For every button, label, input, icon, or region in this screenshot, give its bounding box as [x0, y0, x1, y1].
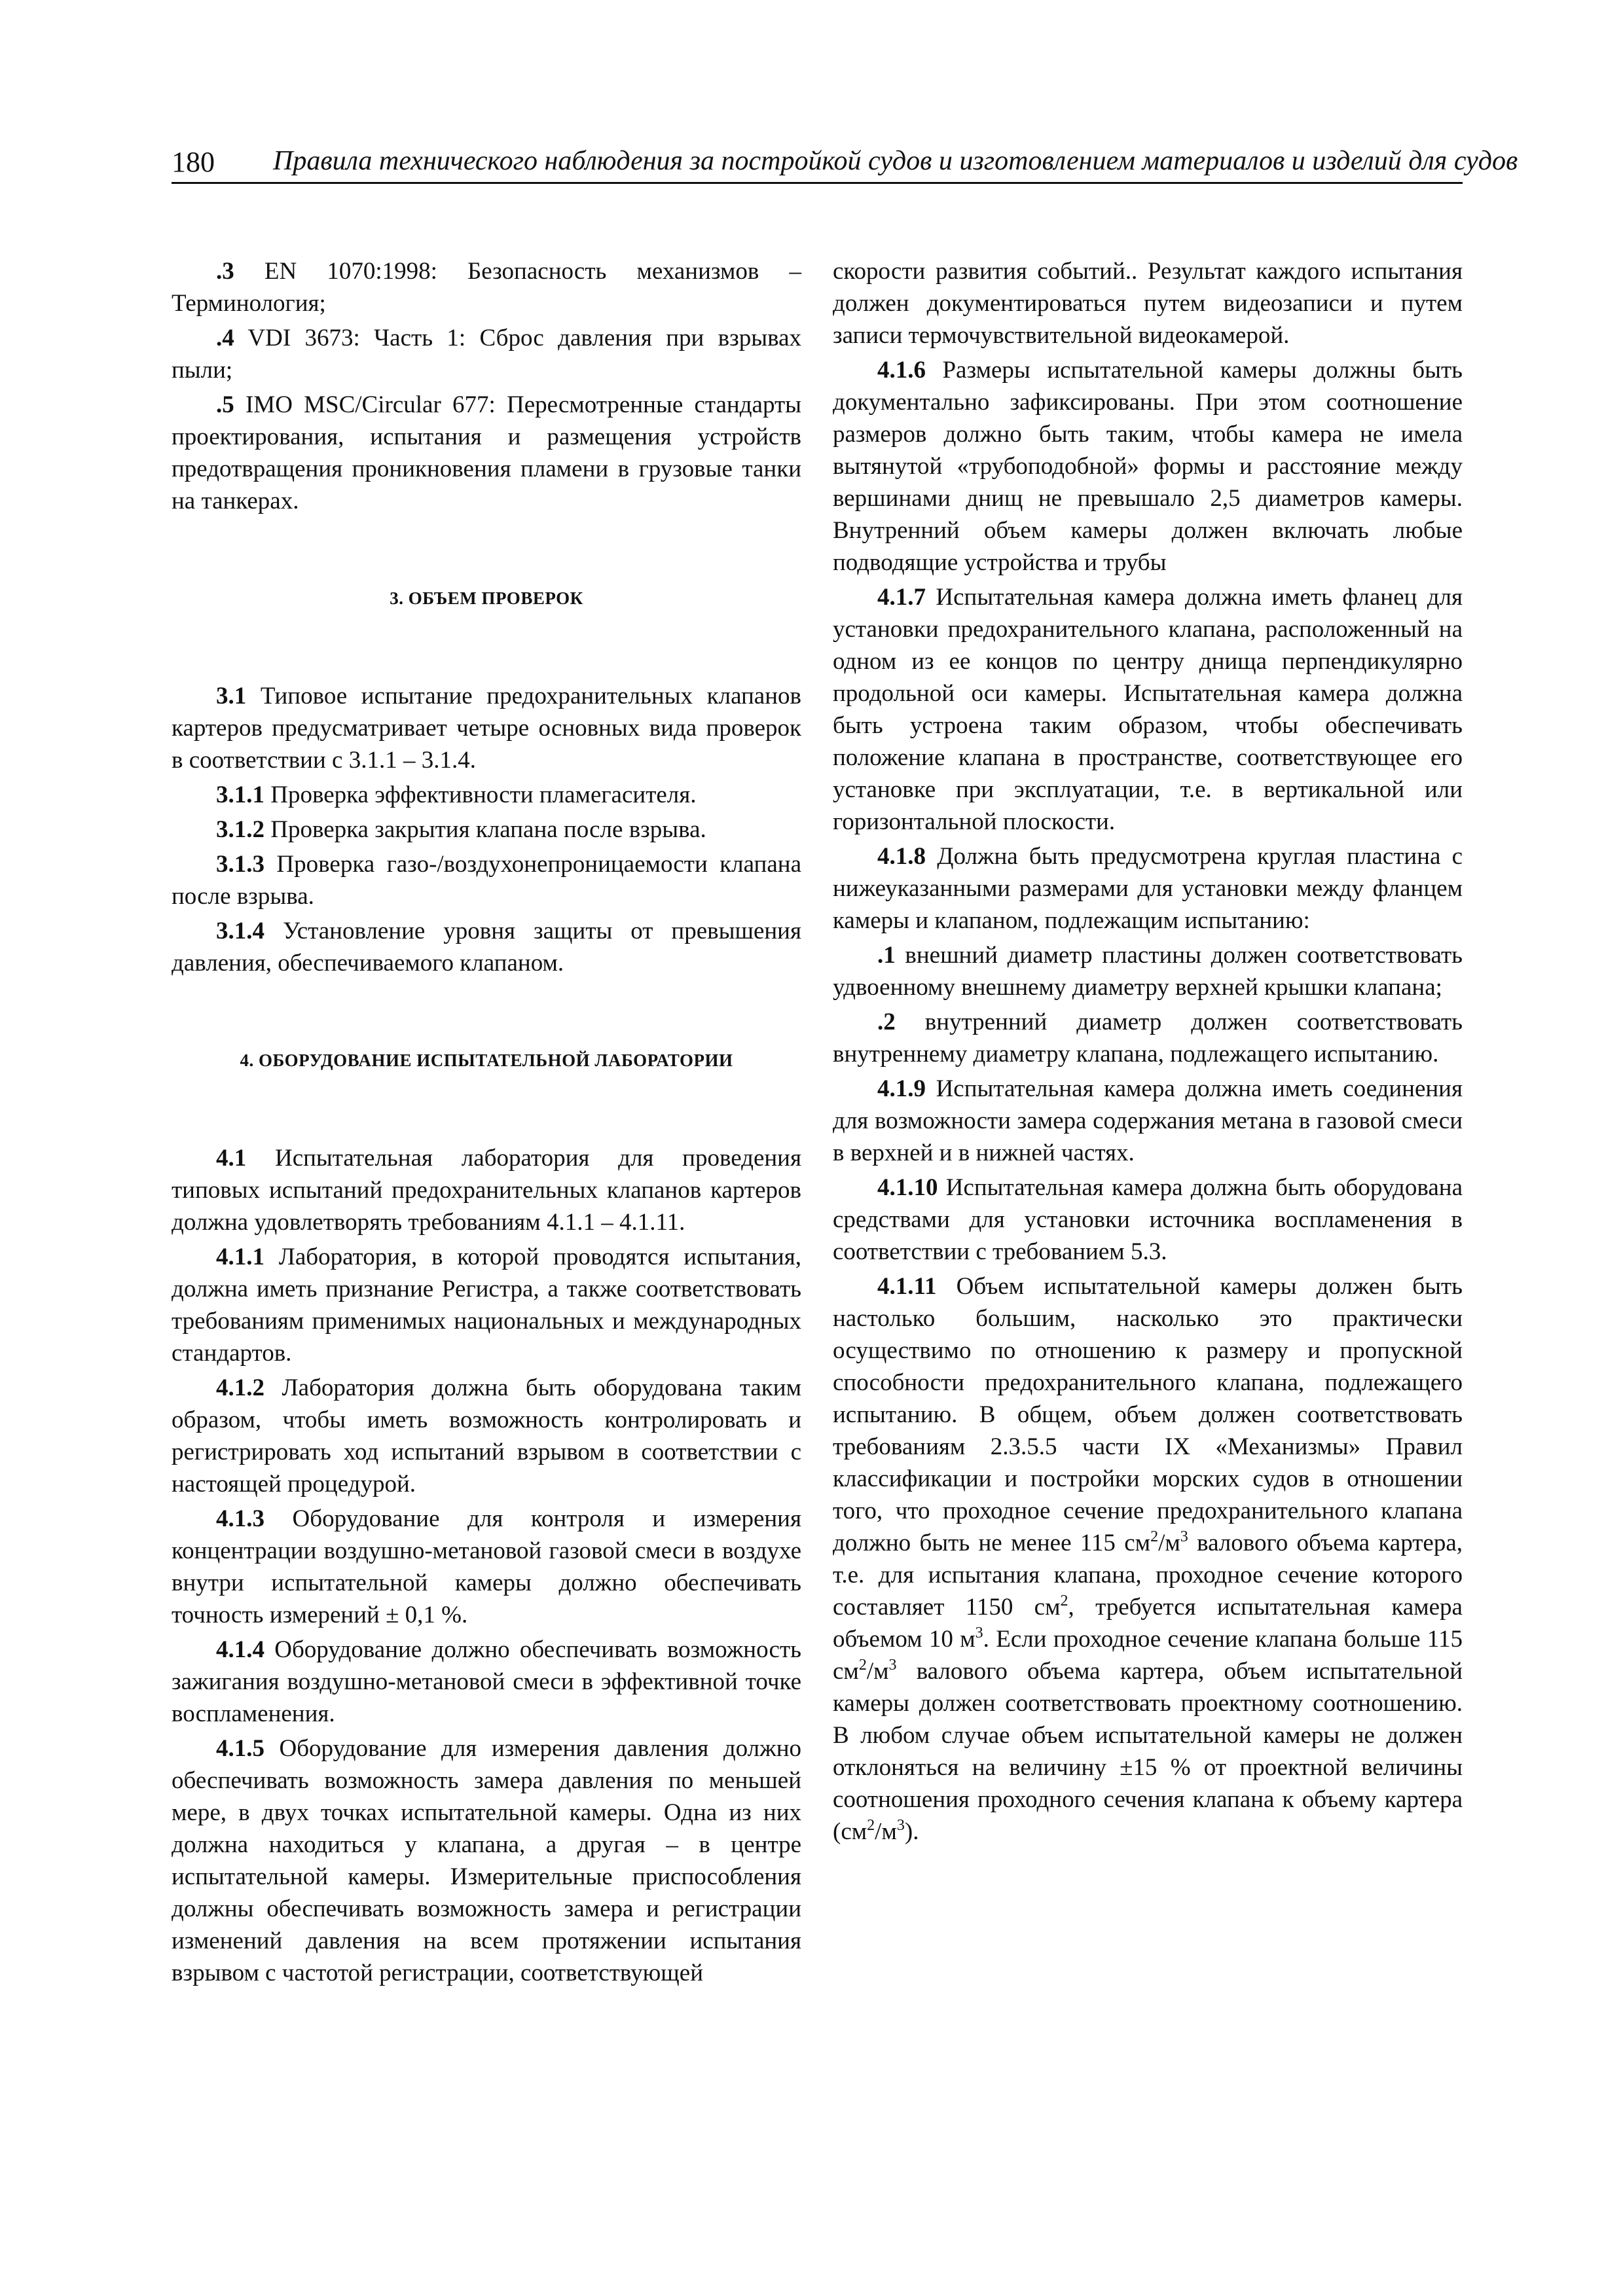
para-4-1-8: 4.1.8 Должна быть предусмотрена круглая пластина с нижеуказанными размерами для установки между фланцем камеры и клапаном, подлежащим испытанию: [833, 843, 1463, 934]
para-4-1-1: 4.1.1 Лаборатория, в которой проводятся испытания, должна иметь признание Регистра, а также соответствовать требованиям применимых национальных и международных стандартов. [172, 1244, 801, 1367]
para-4-1-10: 4.1.10 Испытательная камера должна быть оборудована средствами для установки источника воспламенения в соответствии с требованием 5.3. [833, 1174, 1463, 1265]
section-3-heading: 3. ОБЪЕМ ПРОВЕРОК [390, 588, 583, 608]
para-4-1-4: 4.1.4 Оборудование должно обеспечивать возможность зажигания воздушно-метановой смеси в эффективной точке воспламенения. [172, 1636, 801, 1727]
para-4-1-8-item-1: .1 внешний диаметр пластины должен соответствовать удвоенному внешнему диаметру верхней крышки клапана; [833, 942, 1463, 1001]
page-header [172, 143, 1518, 184]
para-3-1: 3.1 Типовое испытание предохранительных клапанов картеров предусматривает четыре основных вида проверок в соответствии с 3.1.1 – 3.1.4. [172, 683, 801, 774]
para-3-1-1: 3.1.1 Проверка эффективности пламегасителя. [216, 781, 697, 808]
para-4-1-7: 4.1.7 Испытательная камера должна иметь фланец для установки предохранительного клапана, расположенный на одном из ее концов по центру днища перпендикулярно продольной оси камеры. Испытательная камера должна быть устроена таким образом, чтобы обеспечивать положение клапана в пространстве, соответствующее его установке при эксплуатации, т.е. в вертикальной или горизонтальной плоскости. [833, 584, 1463, 835]
para-4-1-6: 4.1.6 Размеры испытательной камеры должны быть документально зафиксированы. При этом соотношение размеров должно быть таким, чтобы камера не имела вытянутой «трубоподобной» формы и расстояние между вершинами днищ не превышало 2,5 диаметров камеры. Внутренний объем камеры должен включать любые подводящие устройства и трубы [833, 357, 1463, 576]
section-4-heading: 4. ОБОРУДОВАНИЕ ИСПЫТАТЕЛЬНОЙ ЛАБОРАТОРИИ [240, 1050, 733, 1070]
para-4-1-11: 4.1.11 Объем испытательной камеры должен быть настолько большим, насколько это практически осуществимо по отношению к размеру и пропускной способности предохранительного клапана, подлежащего испытанию. В общем, объем должен соответствовать требованиям 2.3.5.5 части IX «Механизмы» Правил классификации и постройки морских судов в отношении того, что проходное сечение предохранительного клапана должно быть не менее 115 $см^2/м^3$ валового объема картера, т.е. для испытания клапана, проходное сечение которого составляет 1150 $см^2$, требуется испытательная камера объемом 10 $м^3$. Если проходное сечение клапана больше 115 $см^2/м^3$ валового объема картера, объем испытательной камеры должен соответствовать проектному соотношению. В любом случае объем испытательной камеры не должен отклоняться на величину ±15 % от проектной величины соотношения проходного сечения клапана к объему картера $(см^2/м^3)$. [833, 1273, 1463, 1845]
running-title: Правила технического наблюдения за постройкой судов и изготовлением материалов и изделий для судов [273, 146, 1518, 176]
right-column [833, 255, 1463, 1850]
para-4-1-5-continued: скорости развития событий.. Результат каждого испытания должен документироваться путем видеозаписи и путем записи термочувствительной видеокамерой. [833, 258, 1463, 349]
left-column [172, 255, 801, 1992]
ref-item-4: .4 VDI 3673: Часть 1: Сброс давления при взрывах пыли; [172, 325, 801, 384]
para-4-1-3: 4.1.3 Оборудование для контроля и измерения концентрации воздушно-метановой газовой смеси в воздухе внутри испытательной камеры должно обеспечивать точность измерений ± 0,1 %. [172, 1505, 802, 1628]
para-3-1-4: 3.1.4 Установление уровня защиты от превышения давления, обеспечиваемого клапаном. [172, 918, 802, 977]
para-4-1-2: 4.1.2 Лаборатория должна быть оборудована таким образом, чтобы иметь возможность контролировать и регистрировать ход испытаний взрывом в соответствии с настоящей процедурой. [172, 1374, 802, 1498]
page-number: 180 [172, 146, 215, 178]
ref-item-5: .5 IMO MSC/Circular 677: Пересмотренные стандарты проектирования, испытания и размещения устройств предотвращения проникновения пламени в грузовые танки на танкерах. [172, 391, 802, 514]
para-3-1-3: 3.1.3 Проверка газо-/воздухонепроницаемости клапана после взрыва. [172, 851, 801, 910]
para-3-1-2: 3.1.2 Проверка закрытия клапана после взрыва. [216, 816, 706, 843]
para-4-1-5: 4.1.5 Оборудование для измерения давления должно обеспечивать возможность замера давления по меньшей мере, в двух точках испытательной камеры. Одна из них должна находиться у клапана, а другая – в центре испытательной камеры. Измерительные приспособления должны обеспечивать возможность замера и регистрации изменений давления на всем протяжении испытания взрывом с частотой регистрации, соответствующей [172, 1735, 802, 1986]
ref-item-3: .3 EN 1070:1998: Безопасность механизмов – Терминология; [172, 258, 801, 317]
para-4-1-9: 4.1.9 Испытательная камера должна иметь соединения для возможности замера содержания метана в газовой смеси в верхней и в нижней частях. [833, 1075, 1463, 1166]
para-4-1-8-item-2: .2 внутренний диаметр должен соответствовать внутреннему диаметру клапана, подлежащего испытанию. [833, 1009, 1463, 1067]
para-4-1: 4.1 Испытательная лаборатория для проведения типовых испытаний предохранительных клапанов картеров должна удовлетворять требованиям 4.1.1 – 4.1.11. [172, 1145, 802, 1236]
